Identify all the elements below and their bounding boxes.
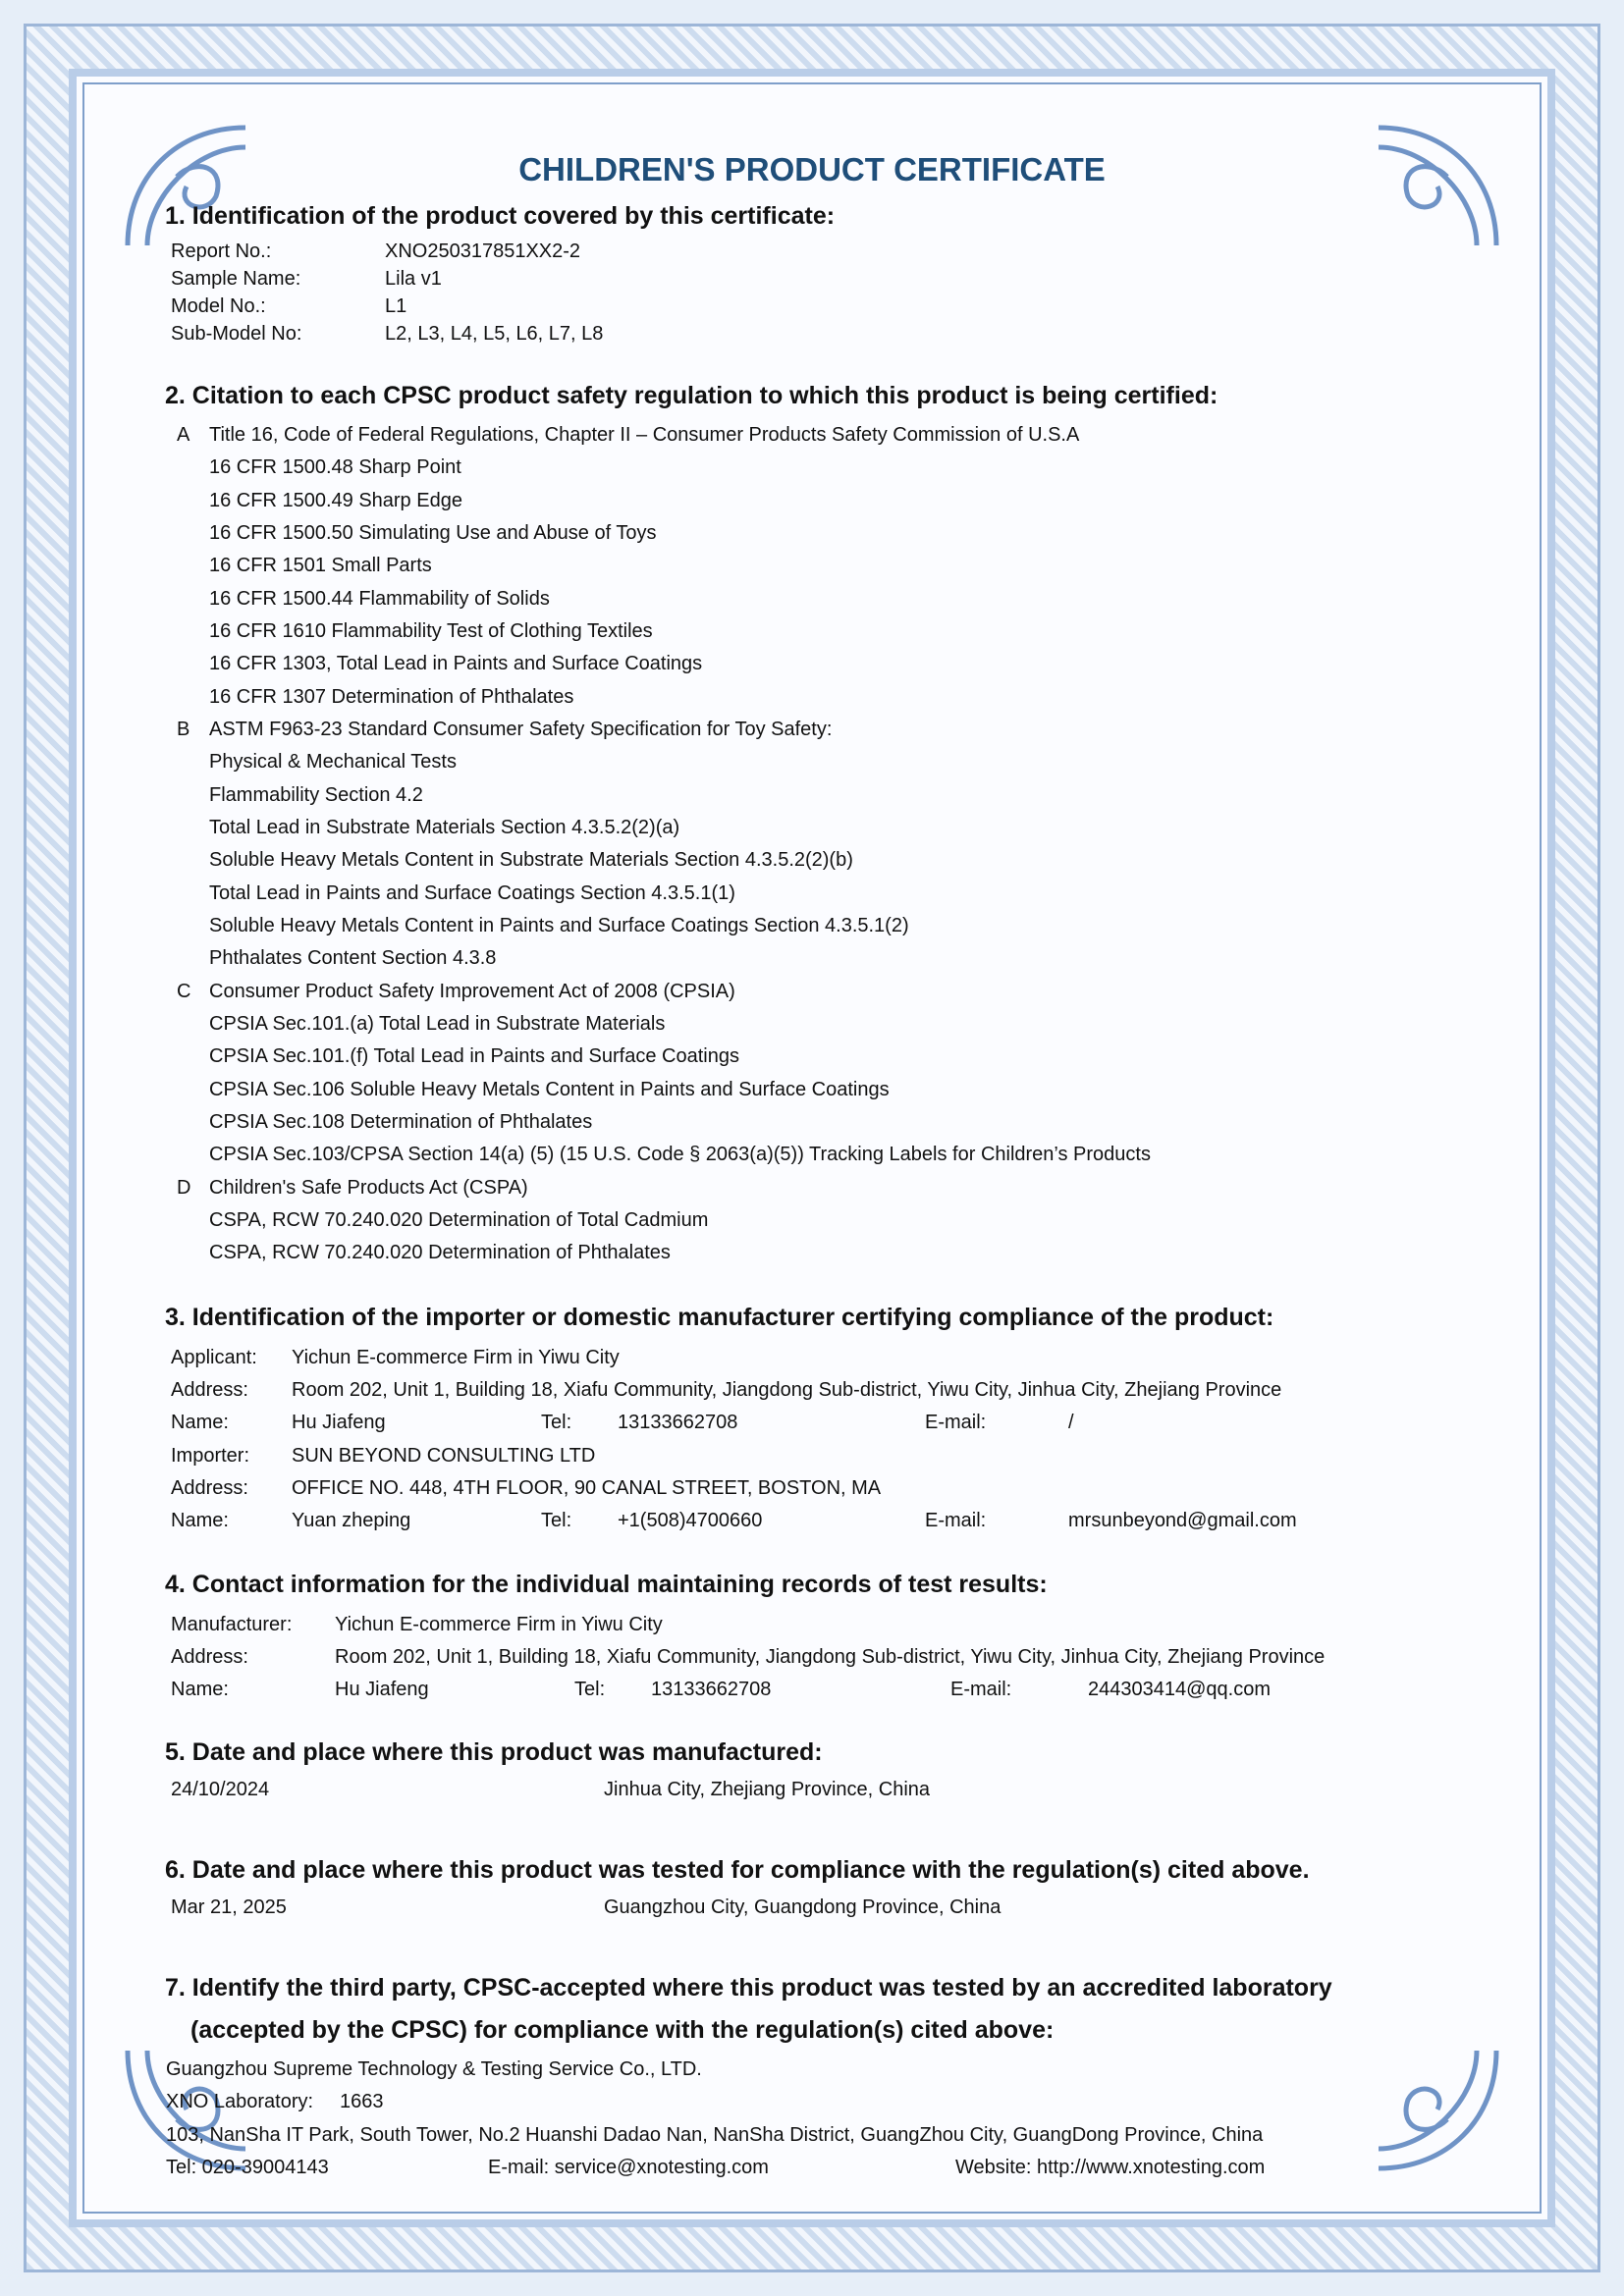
manufacturer-label: Manufacturer: [171,1614,293,1635]
applicant-name-value: Hu Jiafeng [292,1412,386,1433]
page-title: CHILDREN'S PRODUCT CERTIFICATE [518,151,1106,187]
section-2-heading: 2. Citation to each CPSC product safety regulation to which this product is being certified: [165,382,1218,409]
sub-model-label: Sub-Model No: [171,323,302,345]
manufacturer-email-value: 244303414@qq.com [1088,1679,1271,1700]
model-no-value: L1 [385,295,407,317]
citation-letter: C [177,981,191,1002]
citation-line: Soluble Heavy Metals Content in Paints and Surface Coatings Section 4.3.5.1(2) [209,915,909,936]
applicant-address-label: Address: [171,1379,248,1401]
citation-line: 16 CFR 1610 Flammability Test of Clothing Textiles [209,620,653,642]
citation-line: Physical & Mechanical Tests [209,751,457,773]
applicant-email-label: E-mail: [925,1412,987,1433]
citation-line: CPSIA Sec.101.(f) Total Lead in Paints and Surface Coatings [209,1045,739,1067]
importer-label: Importer: [171,1445,250,1467]
applicant-email-value: / [1068,1412,1074,1433]
citation-line: Total Lead in Paints and Surface Coatings Section 4.3.5.1(1) [209,882,735,904]
applicant-name-label: Name: [171,1412,229,1433]
lab-email: E-mail: service@xnotesting.com [488,2157,769,2178]
importer-email-label: E-mail: [925,1510,987,1531]
test-place: Guangzhou City, Guangdong Province, China [604,1896,1001,1918]
lab-name: Guangzhou Supreme Technology & Testing Service Co., LTD. [166,2058,702,2080]
importer-email-value: mrsunbeyond@gmail.com [1068,1510,1297,1531]
sample-name-value: Lila v1 [385,268,442,290]
citation-line: 16 CFR 1500.50 Simulating Use and Abuse of Toys [209,522,657,544]
manufacture-date: 24/10/2024 [171,1779,270,1800]
citation-line: CPSIA Sec.103/CPSA Section 14(a) (5) (15 U.S. Code § 2063(a)(5)) Tracking Labels for Children’s Products [209,1144,1151,1165]
section-7-heading: 7. Identify the third party, CPSC-accepted where this product was tested by an accredited laboratory [165,1974,1332,2002]
section-7-heading-cont: (accepted by the CPSC) for compliance with the regulation(s) cited above: [190,2016,1055,2044]
test-date: Mar 21, 2025 [171,1896,287,1918]
importer-address-label: Address: [171,1477,248,1499]
citation-line: 16 CFR 1303, Total Lead in Paints and Surface Coatings [209,653,703,674]
section-1-heading: 1. Identification of the product covered by this certificate: [165,202,836,230]
model-no-label: Model No.: [171,295,266,317]
citation-letter: D [177,1177,191,1199]
citation-line: CPSIA Sec.106 Soluble Heavy Metals Content in Paints and Surface Coatings [209,1079,890,1100]
applicant-tel-label: Tel: [541,1412,572,1433]
manufacturer-tel-label: Tel: [574,1679,606,1700]
citation-line: 16 CFR 1500.49 Sharp Edge [209,490,462,511]
citation-line: CPSIA Sec.101.(a) Total Lead in Substrate Materials [209,1013,666,1035]
citation-letter: B [177,719,190,740]
applicant-address-value: Room 202, Unit 1, Building 18, Xiafu Community, Jiangdong Sub-district, Yiwu City, Jinhua City, Zhejiang Province [292,1379,1282,1401]
manufacturer-name-value: Hu Jiafeng [335,1679,429,1700]
importer-value: SUN BEYOND CONSULTING LTD [292,1445,596,1467]
lab-number-label: XNO Laboratory: [166,2091,314,2112]
citation-line: CPSIA Sec.108 Determination of Phthalates [209,1111,593,1133]
citation-line: 16 CFR 1500.44 Flammability of Solids [209,588,550,610]
citation-line: Flammability Section 4.2 [209,784,423,806]
citation-letter: A [177,424,190,446]
sub-model-value: L2, L3, L4, L5, L6, L7, L8 [385,323,604,345]
manufacturer-value: Yichun E-commerce Firm in Yiwu City [335,1614,663,1635]
manufacturer-address-label: Address: [171,1646,248,1668]
importer-address-value: OFFICE NO. 448, 4TH FLOOR, 90 CANAL STREET, BOSTON, MA [292,1477,882,1499]
manufacturer-address-value: Room 202, Unit 1, Building 18, Xiafu Community, Jiangdong Sub-district, Yiwu City, Jinhua City, Zhejiang Province [335,1646,1326,1668]
section-6-heading: 6. Date and place where this product was tested for compliance with the regulation(s) cited above. [165,1856,1310,1884]
lab-number-value: 1663 [340,2091,384,2112]
importer-name-value: Yuan zheping [292,1510,411,1531]
applicant-tel-value: 13133662708 [618,1412,738,1433]
citation-line: ASTM F963-23 Standard Consumer Safety Specification for Toy Safety: [209,719,833,740]
importer-name-label: Name: [171,1510,229,1531]
report-no-value: XNO250317851XX2-2 [385,240,581,262]
lab-website: Website: http://www.xnotesting.com [955,2157,1266,2178]
citation-line: CSPA, RCW 70.240.020 Determination of Total Cadmium [209,1209,709,1231]
citation-line: 16 CFR 1501 Small Parts [209,555,432,576]
manufacture-place: Jinhua City, Zhejiang Province, China [604,1779,931,1800]
manufacturer-email-label: E-mail: [950,1679,1012,1700]
citation-line: Phthalates Content Section 4.3.8 [209,947,497,969]
citation-line: Total Lead in Substrate Materials Section 4.3.5.2(2)(a) [209,817,680,838]
manufacturer-tel-value: 13133662708 [651,1679,772,1700]
citation-line: 16 CFR 1500.48 Sharp Point [209,456,461,478]
citation-line: Soluble Heavy Metals Content in Substrate Materials Section 4.3.5.2(2)(b) [209,849,853,871]
lab-address: 103, NanSha IT Park, South Tower, No.2 Huanshi Dadao Nan, NanSha District, GuangZhou City, GuangDong Province, China [166,2124,1264,2146]
applicant-value: Yichun E-commerce Firm in Yiwu City [292,1347,620,1368]
lab-tel: Tel: 020-39004143 [166,2157,329,2178]
importer-tel-value: +1(508)4700660 [618,1510,763,1531]
citation-line: Consumer Product Safety Improvement Act of 2008 (CPSIA) [209,981,735,1002]
citation-line: CSPA, RCW 70.240.020 Determination of Phthalates [209,1242,671,1263]
section-5-heading: 5. Date and place where this product was manufactured: [165,1738,823,1766]
manufacturer-name-label: Name: [171,1679,229,1700]
report-no-label: Report No.: [171,240,272,262]
applicant-label: Applicant: [171,1347,257,1368]
citation-line: 16 CFR 1307 Determination of Phthalates [209,686,574,708]
citation-line: Title 16, Code of Federal Regulations, Chapter II – Consumer Products Safety Commission of U.S.A [209,424,1080,446]
section-3-heading: 3. Identification of the importer or domestic manufacturer certifying compliance of the product: [165,1304,1274,1331]
importer-tel-label: Tel: [541,1510,572,1531]
citation-line: Children's Safe Products Act (CSPA) [209,1177,528,1199]
section-4-heading: 4. Contact information for the individual maintaining records of test results: [165,1571,1048,1598]
sample-name-label: Sample Name: [171,268,301,290]
